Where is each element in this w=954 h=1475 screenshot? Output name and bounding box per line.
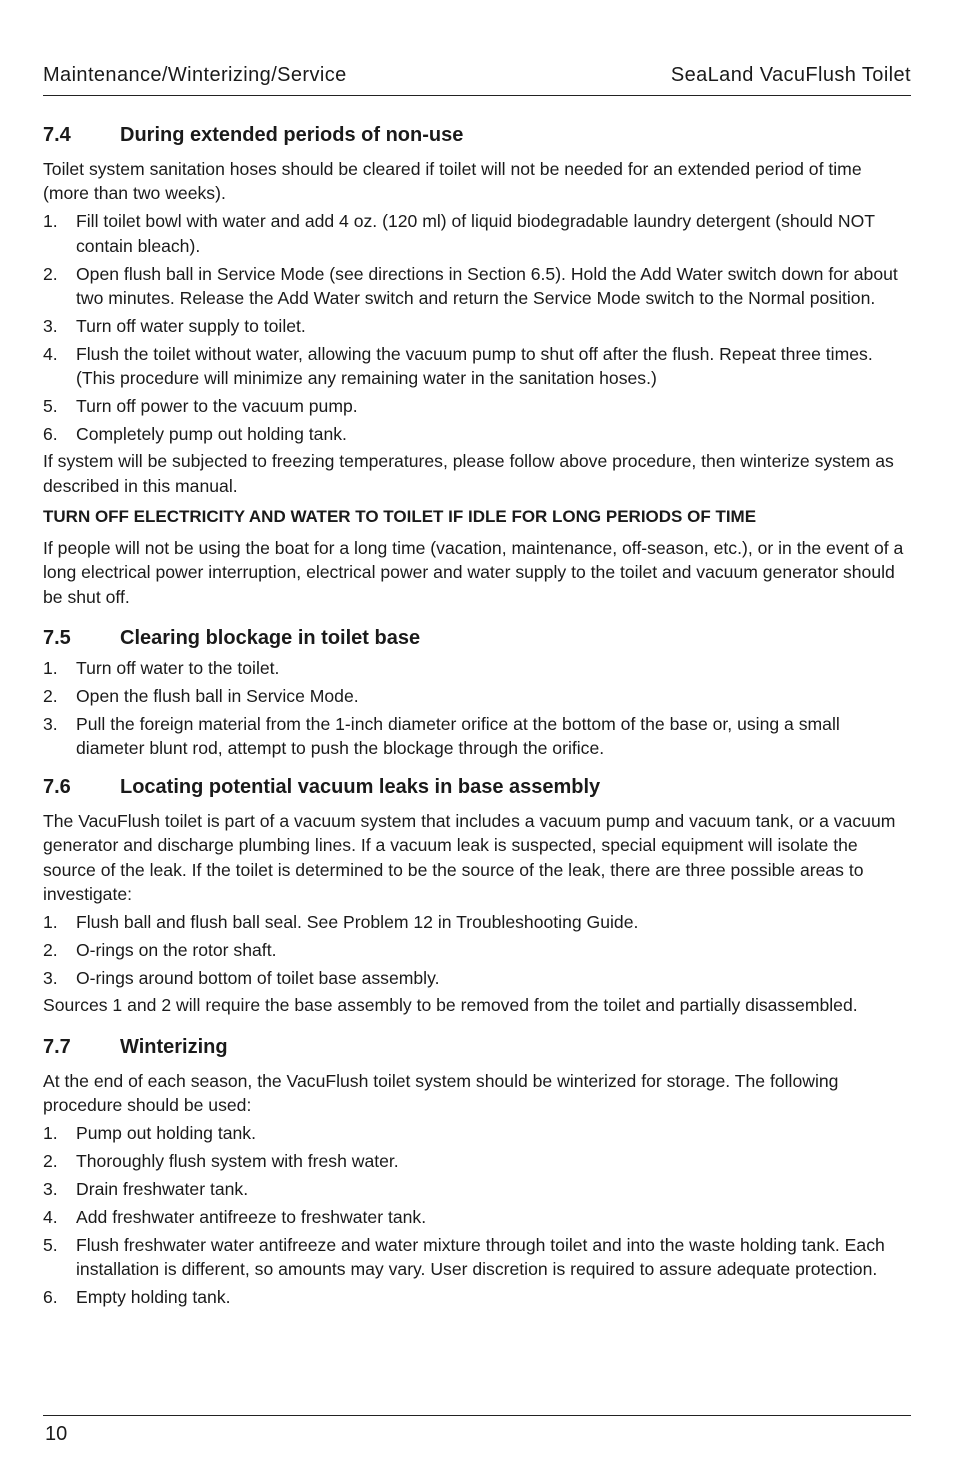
list-item xyxy=(43,656,911,680)
list-number: 2. xyxy=(43,263,58,284)
list-item xyxy=(43,966,911,990)
section-7-6-after: Sources 1 and 2 will require the base assembly to be removed from the toilet and partially disassembled. xyxy=(43,995,858,1016)
list-text: Turn off power to the vacuum pump. xyxy=(76,396,358,417)
section-number: 7.5 xyxy=(43,626,71,649)
list-text: O-rings around bottom of toilet base assembly. xyxy=(76,967,440,988)
list-number: 3. xyxy=(43,713,58,734)
section-heading-7-4 xyxy=(43,121,911,149)
list-number: 6. xyxy=(43,1287,58,1308)
list-number: 6. xyxy=(43,424,58,445)
section-7-7-intro: At the end of each season, the VacuFlush toilet system should be winterized for storage. The following procedure should be used: xyxy=(43,1070,839,1115)
list-text: O-rings on the rotor shaft. xyxy=(76,939,277,960)
list-item xyxy=(43,1121,911,1145)
list-text: Completely pump out holding tank. xyxy=(76,424,347,445)
page-content xyxy=(43,121,911,1309)
list-item xyxy=(43,910,911,934)
section-7-6-intro: The VacuFlush toilet is part of a vacuum system that includes a vacuum pump and vacuum tank, or a vacuum generator and discharge plumbing lines. If a vacuum leak is suspected, special equipment will isolate the source of the leak. If the toilet is determined to be the source of the leak, there are three possible areas to investigate: xyxy=(43,811,896,905)
section-number: 7.4 xyxy=(43,124,71,146)
list-number: 4. xyxy=(43,1206,58,1227)
section-title: Winterizing xyxy=(120,1035,228,1058)
list-item xyxy=(43,394,911,418)
list-number: 1. xyxy=(43,1122,58,1143)
section-title: Clearing blockage in toilet base xyxy=(120,626,421,649)
list-item xyxy=(43,422,911,446)
list-number: 3. xyxy=(43,1178,58,1199)
section-title: During extended periods of non-use xyxy=(120,124,464,146)
list-text: Open the flush ball in Service Mode. xyxy=(76,685,359,706)
section-title: Locating potential vacuum leaks in base assembly xyxy=(120,776,601,799)
list-text: Fill toilet bowl with water and add 4 oz. (120 ml) of liquid biodegradable laundry detergent (should NOT contain bleach). xyxy=(76,211,875,256)
list-text: Turn off water supply to toilet. xyxy=(76,315,306,336)
list-text: Flush the toilet without water, allowing the vacuum pump to shut off after the flush. Repeat three times. (This procedure will minimize any remaining water in the sanitation hoses.) xyxy=(76,343,873,389)
list-item xyxy=(43,262,911,311)
section-7-6-list xyxy=(43,910,911,990)
list-text: Turn off water to the toilet. xyxy=(76,657,280,678)
warning-heading: TURN OFF ELECTRICITY AND WATER TO TOILET IF IDLE FOR LONG PERIODS OF TIME xyxy=(43,506,757,526)
header-section-title: Maintenance/Winterizing/Service xyxy=(43,64,347,86)
page-number: 10 xyxy=(45,1423,68,1445)
list-number: 3. xyxy=(43,967,58,988)
list-item xyxy=(43,684,911,708)
list-item xyxy=(43,1285,911,1309)
list-text: Pull the foreign material from the 1-inch diameter orifice at the bottom of the base or, using a small diameter blunt rod, attempt to push the blockage through the orifice. xyxy=(76,713,840,758)
list-number: 1. xyxy=(43,657,58,678)
list-text: Empty holding tank. xyxy=(76,1287,231,1308)
section-7-7-list xyxy=(43,1121,911,1310)
section-7-5-list xyxy=(43,656,911,761)
warning-text: If people will not be using the boat for a long time (vacation, maintenance, off-season, etc.), or in the event of a long electrical power interruption, electrical power and water supply to the toilet and vacuum generator should be shut off. xyxy=(43,537,904,607)
list-item xyxy=(43,1205,911,1229)
list-number: 4. xyxy=(43,343,58,364)
section-number: 7.7 xyxy=(43,1035,71,1058)
list-number: 3. xyxy=(43,315,58,336)
page-footer xyxy=(43,1415,911,1445)
list-item xyxy=(43,209,911,258)
list-text: Add freshwater antifreeze to freshwater tank. xyxy=(76,1206,427,1227)
list-item xyxy=(43,712,911,761)
list-item xyxy=(43,938,911,962)
section-heading-7-7 xyxy=(43,1033,911,1061)
section-heading-7-5 xyxy=(43,624,911,652)
list-text: Flush freshwater water antifreeze and water mixture through toilet and into the waste holding tank. Each installation is different, so amounts may vary. User discretion is required to assure adequate protection. xyxy=(76,1234,885,1280)
list-text: Thoroughly flush system with fresh water. xyxy=(76,1150,399,1171)
list-number: 2. xyxy=(43,685,58,706)
list-item xyxy=(43,314,911,338)
list-text: Open flush ball in Service Mode (see directions in Section 6.5). Hold the Add Water switch down for about two minutes. Release the Add Water switch and return the Service Mode switch to the Normal position. xyxy=(76,263,898,308)
list-number: 2. xyxy=(43,1150,58,1171)
section-number: 7.6 xyxy=(43,776,71,799)
list-item xyxy=(43,1177,911,1201)
page-header xyxy=(43,64,911,96)
list-item xyxy=(43,1233,911,1282)
section-heading-7-6 xyxy=(43,773,911,801)
list-number: 5. xyxy=(43,1234,58,1255)
header-product-title: SeaLand VacuFlush Toilet xyxy=(670,64,911,86)
section-7-4-after: If system will be subjected to freezing temperatures, please follow above procedure, then winterize system as described in this manual. xyxy=(43,451,894,496)
list-item xyxy=(43,1149,911,1173)
list-item xyxy=(43,342,911,391)
list-text: Drain freshwater tank. xyxy=(76,1178,249,1199)
list-number: 2. xyxy=(43,939,58,960)
list-number: 5. xyxy=(43,396,58,417)
section-7-4-list xyxy=(43,209,911,446)
list-text: Pump out holding tank. xyxy=(76,1122,256,1143)
list-text: Flush ball and flush ball seal. See Problem 12 in Troubleshooting Guide. xyxy=(76,912,639,932)
list-number: 1. xyxy=(43,912,58,932)
list-number: 1. xyxy=(43,211,58,232)
section-7-4-intro: Toilet system sanitation hoses should be cleared if toilet will not be needed for an extended period of time (more than two weeks). xyxy=(43,159,862,204)
